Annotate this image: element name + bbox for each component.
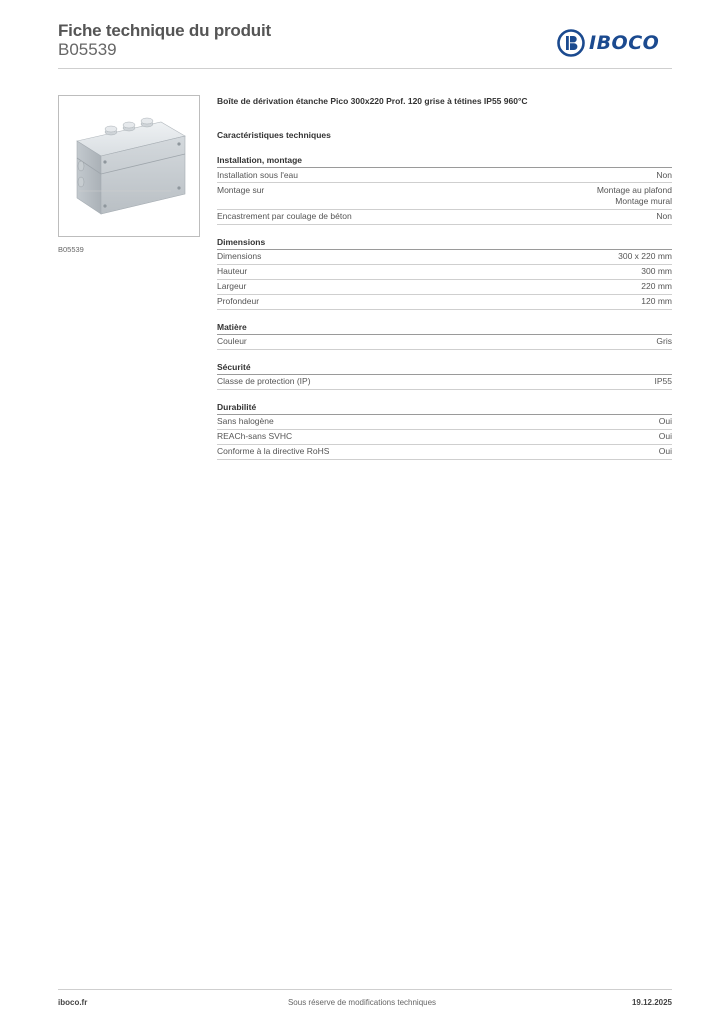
spec-value <box>656 170 672 182</box>
spec-sections <box>217 154 672 460</box>
spec-row <box>217 295 672 310</box>
spec-row <box>217 210 672 225</box>
spec-label: Largeur <box>217 281 247 291</box>
spec-value <box>659 416 672 428</box>
spec-section <box>217 361 672 390</box>
product-details <box>217 94 672 460</box>
spec-value-line: Montage au plafond <box>596 184 672 195</box>
spec-value-line: Oui <box>658 446 672 456</box>
spec-label: Installation sous l'eau <box>217 169 299 180</box>
spec-heading: Caractéristiques techniques <box>217 130 331 140</box>
spec-row <box>217 183 672 210</box>
spec-label: Sans halogène <box>217 416 274 426</box>
spec-label: Encastrement par coulage de béton <box>217 211 352 221</box>
spec-value-line: Montage mural <box>615 196 672 206</box>
spec-value-line: Oui <box>658 431 672 441</box>
spec-row <box>217 335 672 350</box>
spec-value <box>641 296 672 308</box>
spec-value <box>656 211 672 223</box>
spec-label: REACh-sans SVHC <box>217 431 293 441</box>
spec-value-line: 120 mm <box>641 296 672 306</box>
spec-row <box>217 250 672 265</box>
page-title: Fiche technique du produit <box>58 21 271 40</box>
spec-section <box>217 154 672 225</box>
spec-label: Couleur <box>217 336 247 346</box>
spec-row <box>217 445 672 460</box>
spec-value <box>618 251 672 263</box>
spec-label: Profondeur <box>217 296 260 306</box>
spec-value <box>655 376 673 388</box>
spec-row <box>217 375 672 390</box>
logo-wordmark: IBOCO <box>589 32 660 54</box>
spec-row <box>217 430 672 445</box>
spec-section <box>217 401 672 460</box>
spec-value-line: Gris <box>656 336 672 346</box>
product-image <box>58 95 200 237</box>
spec-row <box>217 415 672 430</box>
iboco-logo-icon <box>557 29 585 57</box>
spec-section <box>217 236 672 310</box>
product-title: Boîte de dérivation étanche Pico 300x220 Prof. 120 grise à tétines IP55 960°C <box>217 96 528 106</box>
spec-row <box>217 280 672 295</box>
spec-value-line: 300 mm <box>641 266 672 276</box>
brand-logo <box>557 28 659 58</box>
spec-label: Montage sur <box>217 184 265 195</box>
section-title: Dimensions <box>217 236 672 250</box>
spec-value-line: Oui <box>658 416 672 426</box>
spec-value-line: IP55 <box>654 376 672 386</box>
spec-row <box>217 168 672 183</box>
spec-label: Hauteur <box>217 266 248 276</box>
spec-value-line: Non <box>656 169 672 180</box>
spec-value-line: 300 x 220 mm <box>618 251 672 261</box>
spec-label: Dimensions <box>217 251 262 261</box>
spec-row <box>217 265 672 280</box>
image-caption: B05539 <box>58 245 84 254</box>
spec-value-line: Non <box>656 211 672 221</box>
spec-section <box>217 321 672 350</box>
footer-divider <box>58 989 672 990</box>
spec-value <box>659 431 672 443</box>
section-title: Installation, montage <box>217 154 672 168</box>
product-code: B05539 <box>58 40 117 59</box>
footer-date: 19.12.2025 <box>631 998 672 1007</box>
spec-value-line: 220 mm <box>641 281 672 291</box>
spec-label: Classe de protection (IP) <box>217 376 311 386</box>
footer-note: Sous réserve de modifications techniques <box>287 998 437 1007</box>
spec-value <box>656 336 672 348</box>
spec-value <box>641 266 672 278</box>
spec-value <box>597 185 672 208</box>
junction-box-image <box>59 96 199 236</box>
spec-value <box>641 281 672 293</box>
spec-label: Conforme à la directive RoHS <box>217 446 330 456</box>
section-title: Sécurité <box>217 361 672 375</box>
section-title: Matière <box>217 321 672 335</box>
header-divider <box>58 68 672 69</box>
spec-value <box>659 446 672 458</box>
footer-site[interactable]: iboco.fr <box>58 998 88 1007</box>
section-title: Durabilité <box>217 401 672 415</box>
